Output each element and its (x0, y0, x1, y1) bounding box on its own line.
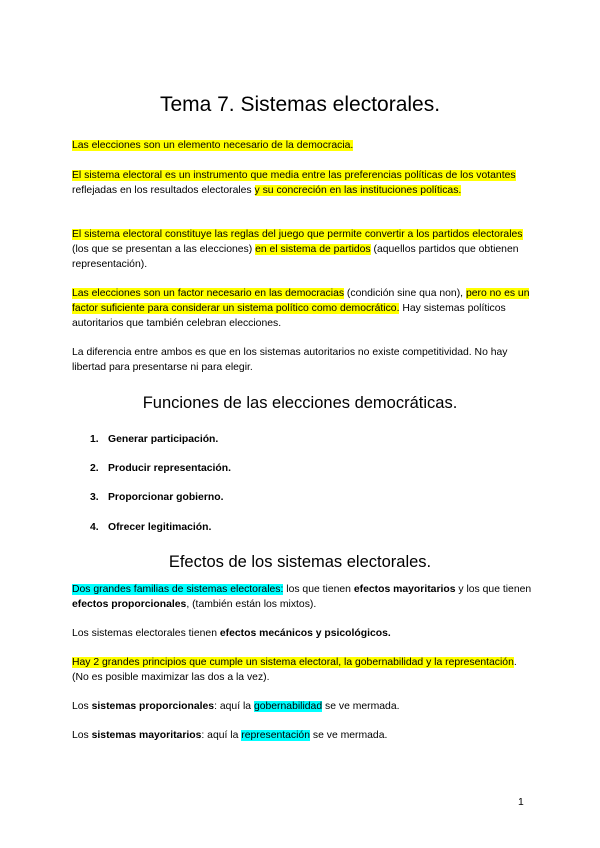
section-heading-functions: Funciones de las elecciones democráticas. (142, 394, 458, 412)
list-item: 3. Proporcionar gobierno. (90, 492, 224, 503)
highlight: Las elecciones son un elemento necesario de la democracia. (72, 140, 354, 151)
effects-paragraph-2: Los sistemas electorales tienen efectos mecánicos y psicológicos. (72, 628, 391, 639)
intro-paragraph-2 (72, 168, 532, 198)
highlight: y su concreción en las instituciones políticas. (254, 185, 462, 196)
highlight: Hay 2 grandes principios que cumple un sistema electoral, la gobernabilidad y la representación (72, 657, 514, 668)
highlight: en el sistema de partidos (255, 244, 371, 255)
highlight: El sistema electoral constituye las reglas del juego que permite convertir a los partidos electorales (72, 229, 523, 240)
effects-paragraph-1: Dos grandes familias de sistemas electorales: los que tienen efectos mayoritarios y los que tienen efectos proporcionales, (también están los mixtos). (72, 584, 532, 610)
list-item: 2. Producir representación. (90, 463, 231, 474)
text: (aquellos partidos que obtienen representación). (72, 244, 519, 270)
text: (los que se presentan a las elecciones) (72, 244, 256, 255)
highlight: Dos grandes familias de sistemas electorales: (72, 584, 284, 595)
highlight: pero no es un factor suficiente para considerar un sistema político como democrático. (72, 288, 530, 314)
highlight: representación (241, 730, 310, 741)
highlight: Las elecciones son un factor necesario en las democracias (72, 288, 345, 299)
text: (condición sine qua non), (344, 288, 466, 299)
highlight: gobernabilidad (253, 701, 323, 712)
text: reflejadas en los resultados electorales (72, 185, 255, 196)
intro-paragraph-4 (72, 286, 532, 331)
list-item: 4. Ofrecer legitimación. (90, 522, 212, 533)
intro-paragraph-5: La diferencia entre ambos es que en los sistemas autoritarios no existe competitividad. No hay libertad para presentarse ni para elegir. (72, 347, 508, 373)
effects-paragraph-5: Los sistemas mayoritarios: aquí la representación se ve mermada. (72, 730, 388, 741)
intro-paragraph-1 (72, 138, 532, 153)
page-title: Tema 7. Sistemas electorales. (159, 93, 441, 116)
highlight: El sistema electoral es un instrumento que media entre las preferencias políticas de los votantes (72, 170, 516, 181)
text: Hay sistemas políticos autoritarios que también celebran elecciones. (72, 303, 506, 329)
effects-paragraph-4: Los sistemas proporcionales: aquí la gobernabilidad se ve mermada. (72, 701, 400, 712)
list-item: 1. Generar participación. (90, 434, 219, 445)
page-number: 1 (518, 797, 524, 808)
section-heading-effects: Efectos de los sistemas electorales. (168, 553, 432, 571)
effects-paragraph-3: Hay 2 grandes principios que cumple un sistema electoral, la gobernabilidad y la representación. (No es posible maximizar las dos a la vez). (72, 657, 517, 683)
intro-paragraph-3 (72, 227, 532, 272)
